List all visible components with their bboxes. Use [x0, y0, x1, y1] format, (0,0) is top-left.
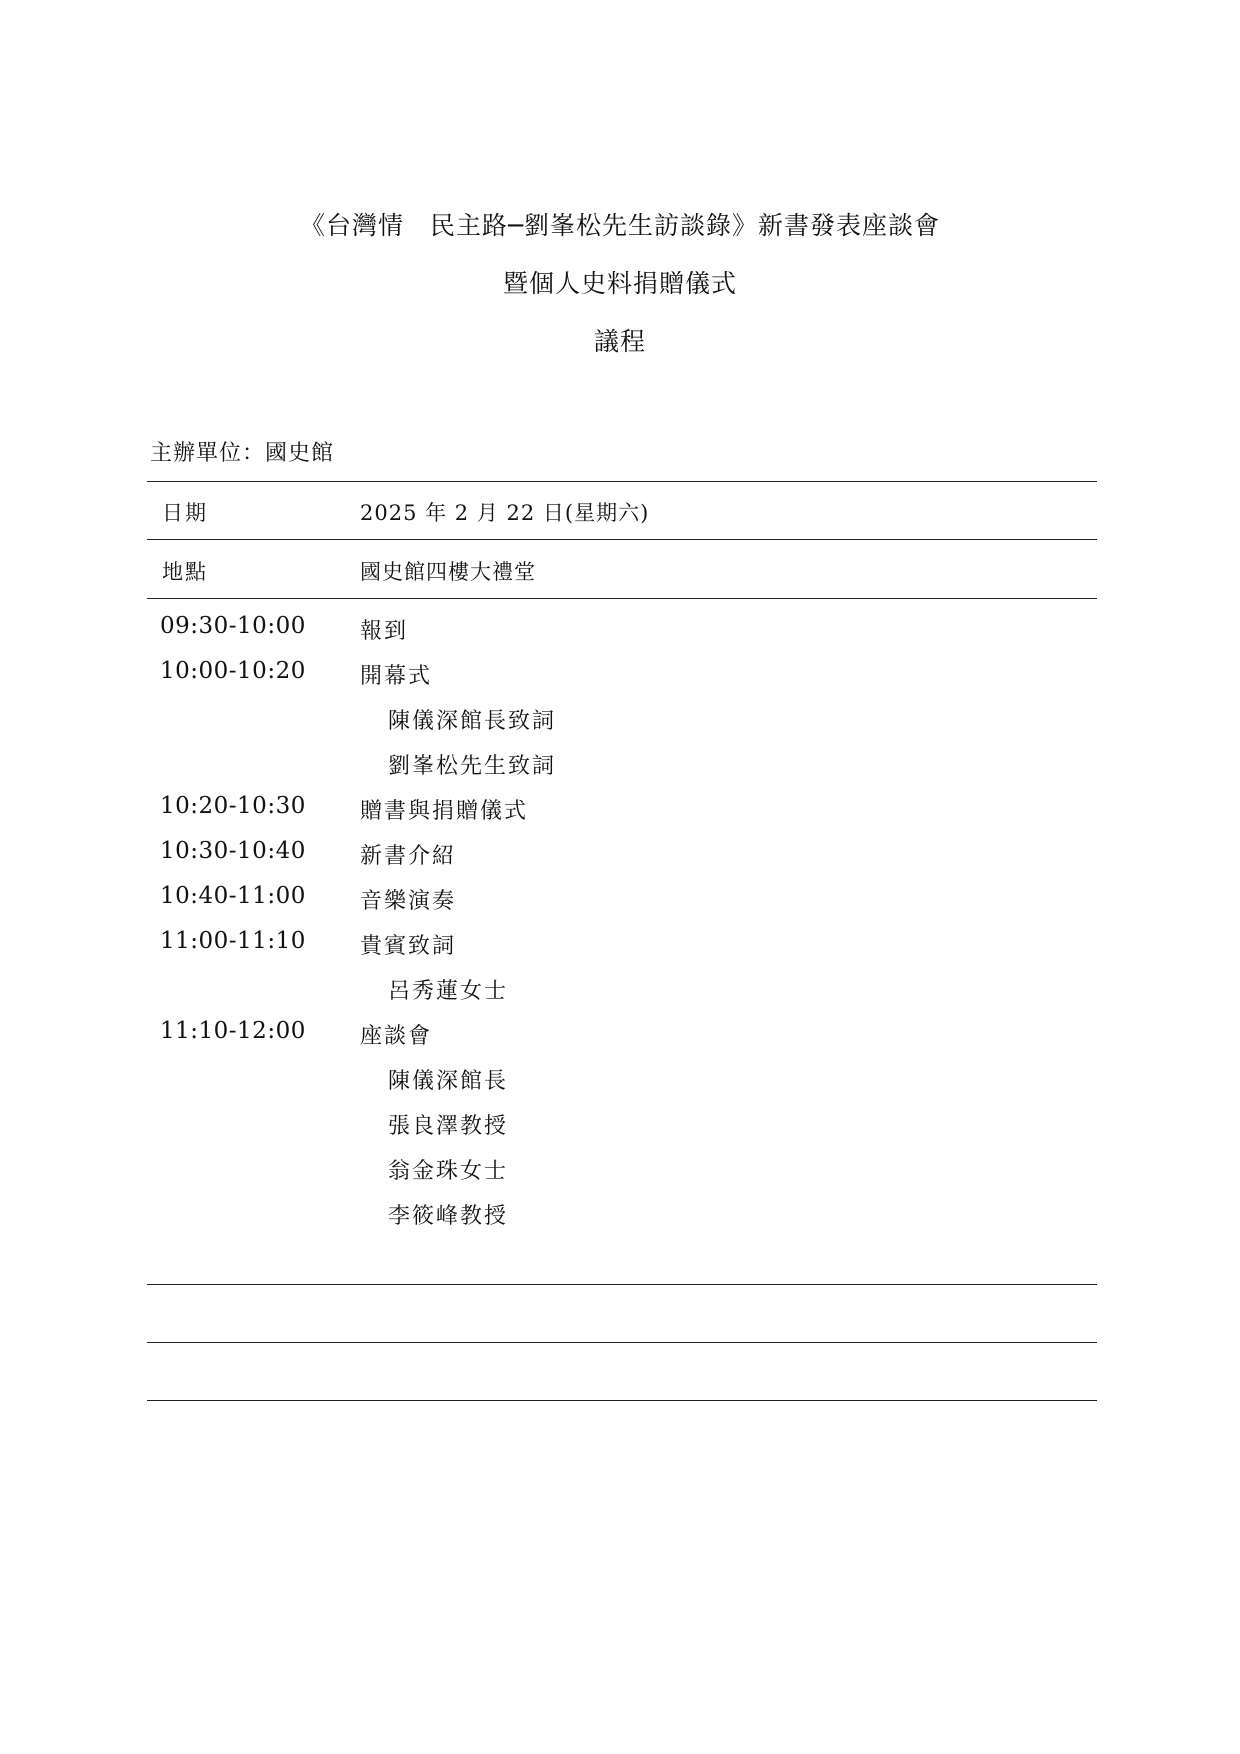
- schedule-time: 11:10-12:00: [160, 1018, 306, 1044]
- schedule-speaker: 呂秀蓮女士: [388, 979, 509, 1004]
- schedule-time: 09:30-10:00: [160, 613, 306, 639]
- schedule-item: 座談會: [360, 1024, 433, 1049]
- schedule-speaker: 李筱峰教授: [388, 1204, 509, 1229]
- table-divider-rule: [147, 539, 1097, 540]
- schedule-item: 貴賓致詞: [360, 934, 457, 959]
- schedule-speaker: 陳儀深館長致詞: [388, 709, 557, 734]
- date-label: 日期: [162, 501, 208, 525]
- agenda-heading: 議程: [593, 327, 646, 356]
- schedule-time: 11:00-11:10: [160, 928, 306, 954]
- blank-row-rule: [147, 1284, 1097, 1285]
- schedule-speaker: 陳儀深館長: [388, 1069, 509, 1094]
- place-label: 地點: [162, 560, 208, 584]
- schedule-item: 贈書與捐贈儀式: [360, 799, 529, 824]
- schedule-time: 10:00-10:20: [160, 658, 306, 684]
- schedule-item: 新書介紹: [360, 844, 457, 869]
- schedule-speaker: 劉峯松先生致詞: [388, 754, 557, 779]
- schedule-time: 10:20-10:30: [160, 793, 306, 819]
- document-title: 《台灣情 民主路─劉峯松先生訪談錄》新書發表座談會: [299, 211, 941, 240]
- schedule-time: 10:30-10:40: [160, 838, 306, 864]
- blank-row-rule: [147, 1342, 1097, 1343]
- schedule-item: 報到: [360, 619, 409, 644]
- schedule-speaker: 張良澤教授: [388, 1114, 509, 1139]
- document-subtitle: 暨個人史料捐贈儀式: [502, 269, 737, 298]
- table-bottom-rule: [147, 1400, 1097, 1401]
- place-value: 國史館四樓大禮堂: [360, 560, 536, 584]
- organizer-line: 主辦單位：國史館: [150, 441, 335, 466]
- schedule-item: 音樂演奏: [360, 889, 457, 914]
- schedule-time: 10:40-11:00: [160, 883, 306, 909]
- schedule-speaker: 翁金珠女士: [388, 1159, 509, 1184]
- table-header-bottom-rule: [147, 598, 1097, 599]
- date-value: 2025 年 2 月 22 日(星期六): [360, 501, 650, 525]
- table-top-rule: [147, 481, 1097, 482]
- schedule-item: 開幕式: [360, 664, 433, 689]
